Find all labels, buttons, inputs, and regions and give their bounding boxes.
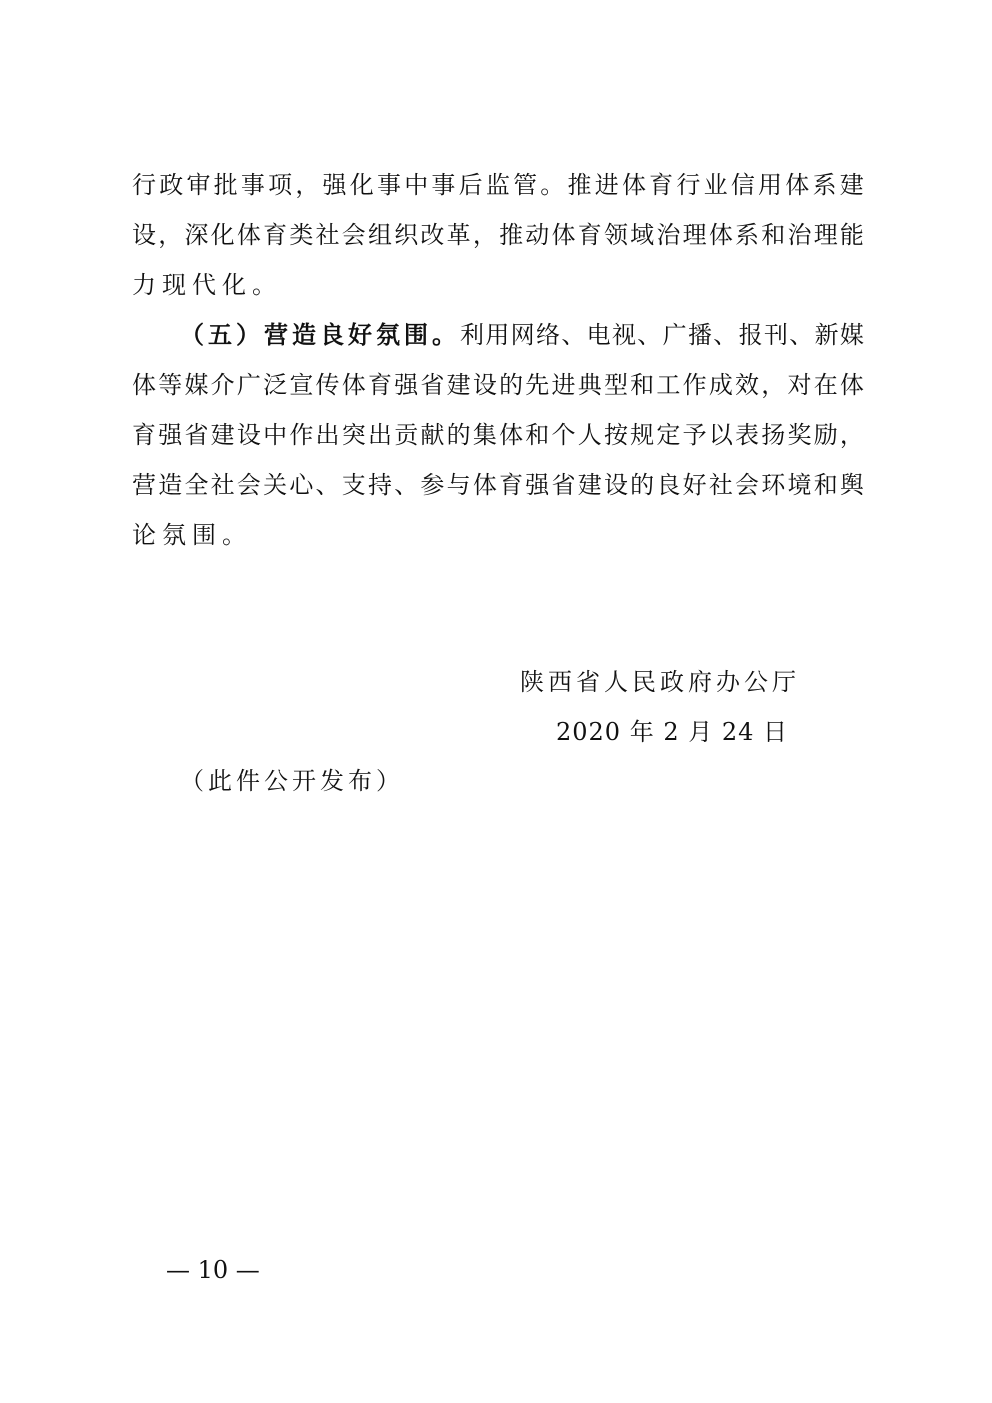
- section-heading: （五）营造良好氛围。: [180, 320, 460, 349]
- body-line-2: 设 ， 深 化 体 育 类 社 会 组 织 改 革 ， 推 动 体 育 领 域 治 理 体 系 和 治 理 能: [132, 221, 864, 249]
- page-number: — 10 —: [166, 1256, 260, 1284]
- section-5-line: [180, 320, 864, 350]
- body-line-8: 论氛围。: [132, 521, 252, 549]
- body-line-3: 力现代化。: [132, 271, 282, 299]
- signature-date: 2020 年 2 月 24 日: [556, 718, 789, 746]
- publication-note: （此件公开发布）: [180, 767, 404, 795]
- body-line-1: 行 政 审 批 事 项 ， 强 化 事 中 事 后 监 管 。 推 进 体 育 行 业 信 用 体 系 建: [132, 171, 864, 199]
- section-5-text: 利 用 网 络 、 电 视 、 广 播 、 报 刊 、 新 媒: [460, 321, 864, 349]
- signature-organization: 陕西省人民政府办公厅: [520, 668, 800, 696]
- body-line-5: 体 等 媒 介 广 泛 宣 传 体 育 强 省 建 设 的 先 进 典 型 和 工 作 成 效 ， 对 在 体: [132, 371, 864, 399]
- body-line-6: 育 强 省 建 设 中 作 出 突 出 贡 献 的 集 体 和 个 人 按 规 定 予 以 表 扬 奖 励 ，: [132, 421, 864, 449]
- body-line-7: 营 造 全 社 会 关 心 、 支 持 、 参 与 体 育 强 省 建 设 的 良 好 社 会 环 境 和 舆: [132, 471, 864, 499]
